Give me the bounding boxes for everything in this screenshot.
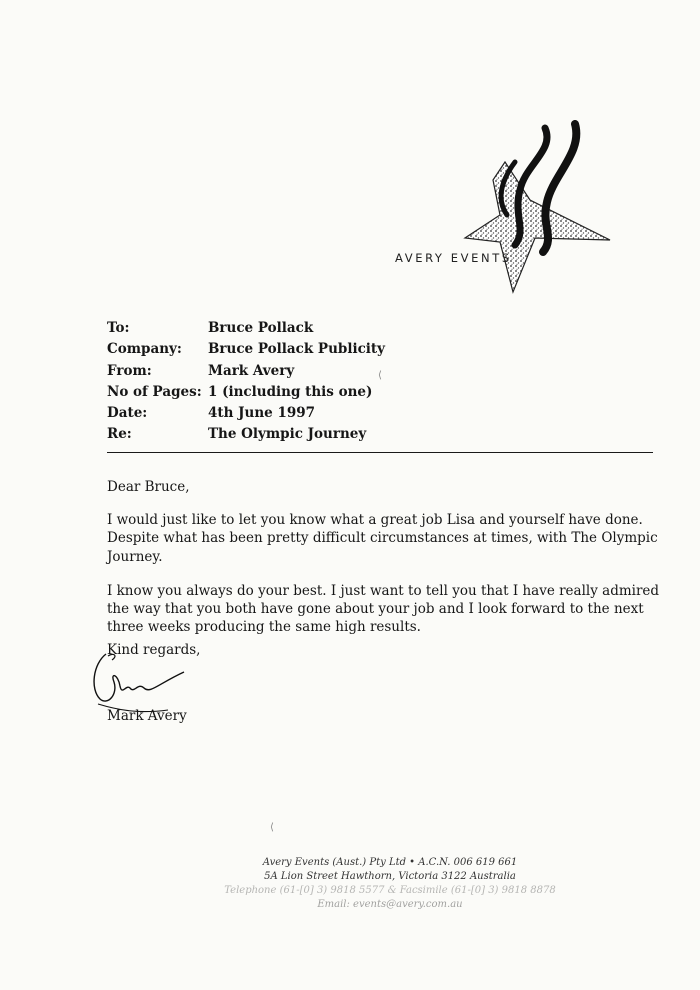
fax-label: Date: bbox=[107, 405, 148, 422]
fax-row-date bbox=[107, 405, 667, 426]
fax-value: The Olympic Journey bbox=[208, 426, 367, 443]
paragraph: I would just like to let you know what a great job Lisa and yourself have done. Despite what has been pretty difficult circumstances at times, with The Olympic Journey. bbox=[107, 512, 658, 565]
fax-value: Mark Avery bbox=[208, 362, 295, 379]
fax-header bbox=[107, 320, 667, 448]
scan-mark: ⟨ bbox=[270, 822, 274, 833]
fax-label: Company: bbox=[107, 341, 182, 358]
company-logo-text: AVERY EVENTS bbox=[395, 251, 512, 265]
fax-value: Bruce Pollack bbox=[208, 320, 314, 336]
fax-label: No of Pages: bbox=[107, 383, 202, 400]
footer-email: Email: events@avery.com.au bbox=[317, 899, 463, 910]
sender-name: Mark Avery bbox=[107, 708, 187, 724]
salutation: Dear Bruce, bbox=[107, 479, 190, 495]
fax-value: 4th June 1997 bbox=[208, 405, 316, 422]
footer-address: 5A Lion Street Hawthorn, Victoria 3122 Australia bbox=[264, 871, 516, 882]
fax-label: Re: bbox=[107, 426, 132, 443]
closing: Kind regards, bbox=[107, 642, 201, 658]
paragraph: I know you always do your best. I just want to tell you that I have really admired the way that you both have gone about your job and I look forward to the next three weeks producing the same high results. bbox=[107, 582, 660, 636]
scan-mark: ⟨ bbox=[378, 370, 382, 381]
fax-row-from bbox=[107, 363, 667, 384]
header-divider bbox=[107, 452, 653, 453]
fax-value: 1 (including this one) bbox=[208, 383, 373, 400]
fax-label: From: bbox=[107, 362, 152, 379]
footer-phone-fax: Telephone (61-[0] 3) 9818 5577 & Facsimile (61-[0] 3) 9818 8878 bbox=[224, 885, 556, 896]
fax-row-company bbox=[107, 341, 667, 362]
fax-row-re bbox=[107, 426, 667, 447]
fax-row-to bbox=[107, 320, 667, 341]
letter-body bbox=[107, 478, 667, 652]
footer-company: Avery Events (Aust.) Pty Ltd • A.C.N. 006 619 661 bbox=[262, 857, 518, 868]
fax-value: Bruce Pollack Publicity bbox=[208, 341, 386, 358]
fax-row-pages bbox=[107, 384, 667, 405]
star-swirl-logo-icon bbox=[455, 120, 625, 300]
letterhead-footer bbox=[180, 856, 600, 912]
fax-label: To: bbox=[107, 320, 130, 336]
